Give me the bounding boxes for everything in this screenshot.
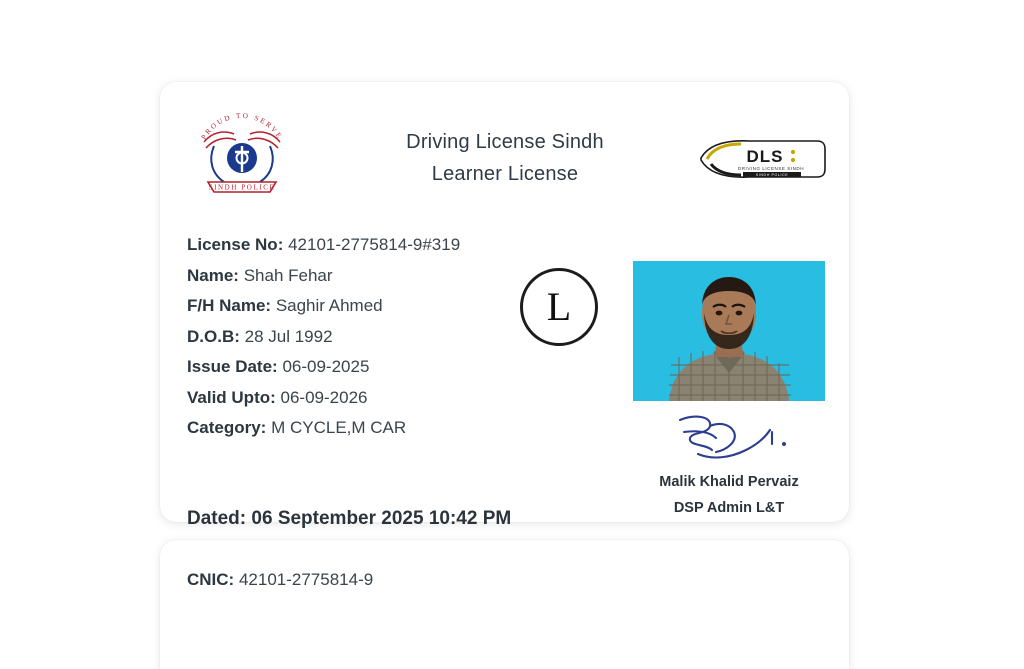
cnic-card [160, 540, 849, 669]
card-title [310, 126, 700, 190]
field-category [187, 413, 617, 444]
field-issue-date-value: 06-09-2025 [282, 357, 370, 376]
field-cnic-value: 42101-2775814-9 [238, 570, 374, 589]
field-valid-upto-label: Valid Upto: [187, 387, 276, 407]
field-category-value: M CYCLE,M CAR [271, 418, 407, 437]
card-header [160, 82, 849, 220]
dated-label: Dated: [187, 508, 247, 529]
card-title-line-1: Driving License Sindh [406, 131, 604, 153]
learner-l-badge-icon [520, 268, 598, 346]
field-fh-name-value: Saghir Ahmed [275, 296, 383, 315]
officer-rank: DSP Admin L&T [673, 500, 785, 516]
signature-block [633, 410, 825, 516]
field-license-no [187, 230, 617, 261]
learner-l-badge-letter: L [546, 284, 572, 329]
field-cnic [187, 570, 373, 590]
officer-signature-icon [654, 410, 804, 468]
svg-text:SINDH POLICE: SINDH POLICE [208, 183, 276, 192]
field-license-no-label: License No: [187, 235, 284, 254]
field-dob-label: D.O.B: [187, 326, 240, 346]
field-issue-date-label: Issue Date: [187, 357, 278, 376]
field-valid-upto [187, 383, 617, 414]
card-body [160, 220, 849, 529]
svg-text:DLS: DLS [746, 147, 784, 166]
field-valid-upto-value: 06-09-2026 [280, 387, 368, 407]
field-cnic-label: CNIC: [187, 570, 235, 589]
card-title-line-2: Learner License [431, 163, 579, 185]
dated-value: 06 September 2025 10:42 PM [251, 508, 512, 529]
field-fh-name-label: F/H Name: [187, 296, 272, 315]
sindh-police-crest-icon [190, 102, 294, 206]
svg-text:SINDH POLICE: SINDH POLICE [755, 173, 789, 177]
field-dob-value: 28 Jul 1992 [244, 326, 333, 346]
officer-name: Malik Khalid Pervaiz [659, 474, 799, 490]
license-holder-photo [633, 261, 825, 401]
field-name-label: Name: [187, 265, 239, 285]
svg-text:PROUD TO SERVE: PROUD TO SERVE [199, 111, 285, 142]
license-card [160, 82, 849, 529]
field-category-label: Category: [187, 418, 267, 437]
dls-logo-icon [699, 138, 827, 180]
field-issue-date [187, 352, 617, 383]
svg-text:DRIVING LICENSE SINDH: DRIVING LICENSE SINDH [737, 166, 805, 171]
field-name-value: Shah Fehar [243, 265, 333, 285]
dated-row [187, 508, 511, 530]
field-license-no-value: 42101-2775814-9#319 [288, 235, 461, 254]
